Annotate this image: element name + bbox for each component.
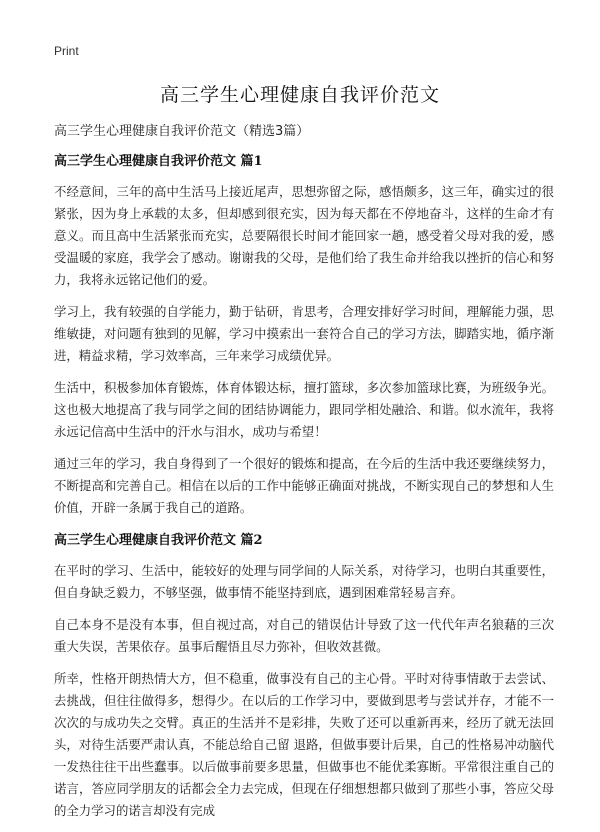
section-1-paragraph-4: 通过三年的学习，我自身得到了一个很好的锻炼和提高，在今后的生活中我还要继续努力，不断提高和完善自己。相信在以后的工作中能够正确面对挑战，不断实现自己的梦想和人生价值，开辟一条属于我自己的道路。 — [54, 456, 554, 515]
document-body — [54, 150, 554, 832]
page-title: 高三学生心理健康自我评价范文 — [159, 84, 440, 106]
section-2-paragraph-2: 自己本身不是没有本事，但自视过高，对自己的错误估计导致了这一代代年声名狼藉的三次重大失误，苦果依存。虽事后醒悟且尽力弥补，但收效甚微。 — [54, 617, 554, 654]
section-heading-1: 高三学生心理健康自我评价范文 篇1 — [54, 154, 263, 169]
document-subtitle: 高三学生心理健康自我评价范文（精选3篇） — [54, 124, 310, 139]
print-link[interactable]: Print — [54, 44, 79, 58]
section-2-paragraph-1: 在平时的学习、生活中，能较好的处理与同学间的人际关系，对待学习，也明白其重要性，但自身缺乏毅力，不够坚强，做事情不能坚持到底，遇到困难常轻易言弃。 — [54, 563, 554, 600]
section-heading-2: 高三学生心理健康自我评价范文 篇2 — [54, 533, 263, 548]
section-1-paragraph-1: 不经意间，三年的高中生活马上接近尾声，思想弥留之际，感悟颇多，这三年，确实过的很紧张，因为身上承载的太多，但却感到很充实，因为每天都在不停地奋斗，这样的生命才有意义。而且高中生活紧张而充实，总要隔很长时间才能回家一趟，感受着父母对我的爱，感受温暖的家庭，我学会了感动。谢谢我的父母，是他们给了我生命并给我以挫折的信心和努力，我将永远铭记他们的爱。 — [54, 184, 554, 287]
section-2-paragraph-3: 所幸，性格开朗热情大方，但不稳重，做事没有自己的主心骨。平时对待事情敢于去尝试、去挑战，但往往做得多，想得少。在以后的工作学习中，要做到思考与尝试并存，才能不一次次的与成功失之交臂。真正的生活并不是彩排，失败了还可以重新再来，经历了就无法回头，对待生活要严肃认真，不能总给自己留 退路，但做事要计后果，自己的性格易冲动脑代一发热往往干出些蠢事。以后做事前要多思量，但做事也不能优柔寡断。平常很注重自己的诺言，答应同学朋友的话都会全力去完成，但现在仔细想想都只做到了那些小事，答应父母的全力学习的诺言却没有完成 — [54, 671, 554, 818]
section-1-paragraph-2: 学习上，我有较强的自学能力，勤于钻研，肯思考，合理安排好学习时间，理解能力强，思维敏捷，对问题有独到的见解，学习中摸索出一套符合自己的学习方法，脚踏实地，循序渐进，精益求精，学习效率高，三年来学习成绩优异。 — [54, 304, 554, 363]
section-1-paragraph-3: 生活中，积极参加体育锻炼，体育体锻达标，擅打篮球，多次参加篮球比赛，为班级争光。这也极大地提高了我与同学之间的团结协调能力，跟同学相处融洽、和谐。似水流年，我将永远记信高中生活中的汗水与泪水，成功与希望！ — [54, 380, 554, 439]
